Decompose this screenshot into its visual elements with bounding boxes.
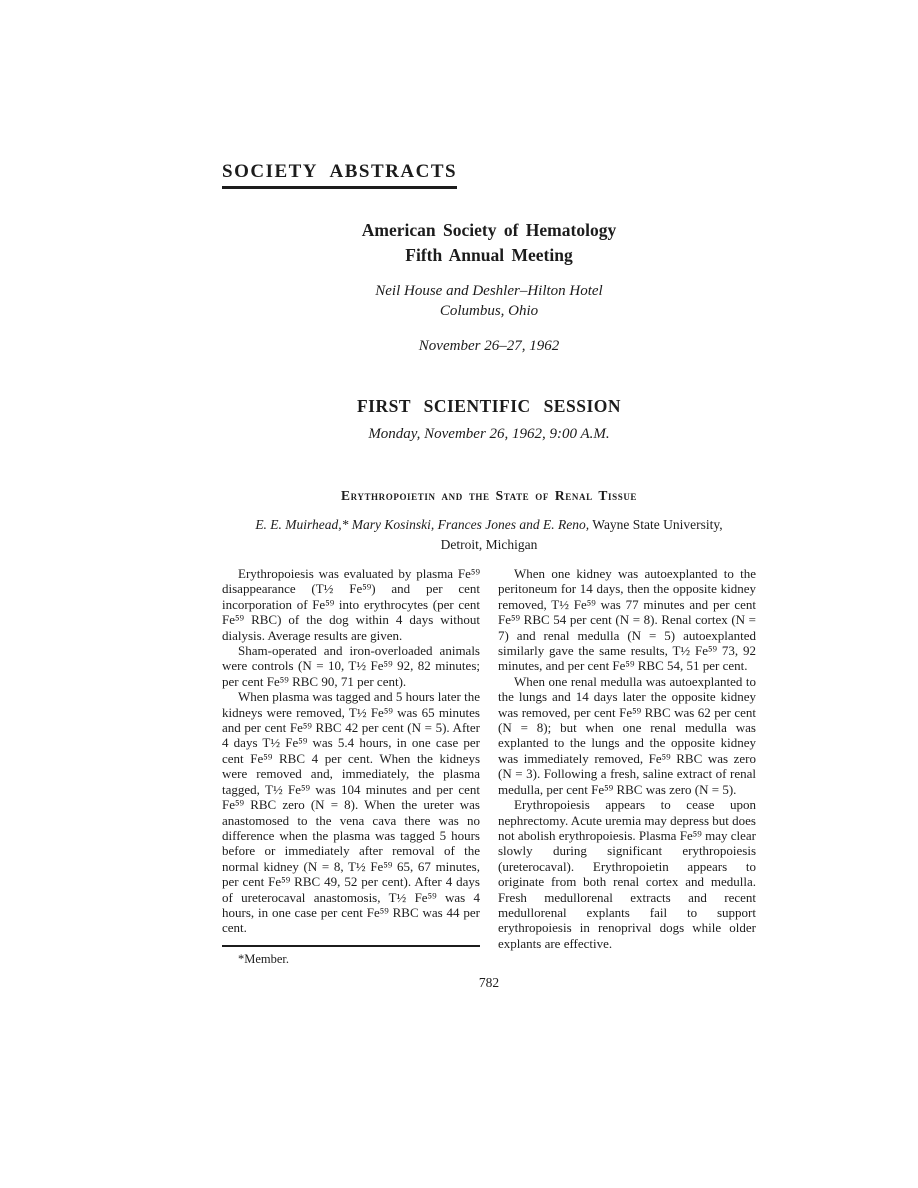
page-number: 782: [478, 975, 500, 991]
author-names: E. E. Muirhead,* Mary Kosinski, Frances Jones and E. Reno,: [255, 517, 590, 532]
meeting-dates: November 26–27, 1962: [418, 338, 560, 354]
affiliation-part1: Wayne State University,: [592, 517, 723, 532]
paragraph: When one renal medulla was autoexplanted to the lungs and 14 days later the opposite kidney was removed, per cent Fe⁵⁹ RBC was 62 per cent (N = 8); but when one renal medulla was explanted to the lungs and the opposite kidney was immediately removed, Fe⁵⁹ RBC was zero (N = 3). Following a fresh, saline extract of renal medulla, per cent Fe⁵⁹ RBC was zero (N = 5).: [498, 673, 756, 797]
footnote-divider: [222, 945, 480, 947]
meeting-title: [222, 218, 756, 268]
paragraph: Sham-operated and iron-overloaded animals were controls (N = 10, T½ Fe⁵⁹ 92, 82 minutes; per cent Fe⁵⁹ RBC 90, 71 per cent).: [222, 643, 480, 689]
right-column: [498, 566, 756, 967]
venue-line2: Columbus, Ohio: [439, 303, 539, 319]
meeting-venue: [222, 281, 756, 321]
affiliation-part2: Detroit, Michigan: [440, 537, 538, 552]
paragraph: When one kidney was autoexplanted to the peritoneum for 14 days, then the opposite kidney removed, T½ Fe⁵⁹ was 77 minutes and per cent Fe⁵⁹ RBC 54 per cent (N = 8). Renal cortex (N = 7) and renal medulla (N = 5) autoexplanted similarly gave the same results, T½ Fe⁵⁹ 73, 92 minutes, and per cent Fe⁵⁹ RBC 54, 51 per cent.: [498, 566, 756, 674]
left-column: [222, 566, 480, 967]
page-content: [222, 161, 756, 991]
paragraph: When plasma was tagged and 5 hours later the kidneys were removed, T½ Fe⁵⁹ was 65 minutes and per cent Fe⁵⁹ RBC 42 per cent (N = 5). After 4 days T½ Fe⁵⁹ was 5.4 hours, in one case per cent Fe⁵⁹ RBC 4 per cent. When the kidneys were removed and, immediately, the plasma tagged, T½ Fe⁵⁹ was 104 minutes and per cent Fe⁵⁹ RBC zero (N = 8). When the ureter was anastomosed to the vena cava there was no difference when the plasma was tagged 5 hours before or immediately after removal of the normal kidney (N = 8, T½ Fe⁵⁹ 65, 67 minutes, per cent Fe⁵⁹ RBC 49, 52 per cent). After 4 days of ureterocaval anastomosis, T½ Fe⁵⁹ was 4 hours, in one case per cent Fe⁵⁹ RBC was 44 per cent.: [222, 689, 480, 936]
abstract-title: Erythropoietin and the State of Renal Tissue: [340, 488, 638, 503]
meeting-title-line2: Fifth Annual Meeting: [405, 245, 573, 265]
session-datetime: Monday, November 26, 1962, 9:00 A.M.: [368, 426, 610, 442]
meeting-title-line1: American Society of Hematology: [361, 220, 617, 240]
venue-line1: Neil House and Deshler–Hilton Hotel: [375, 283, 603, 299]
paragraph: Erythropoiesis was evaluated by plasma Fe⁵⁹ disappearance (T½ Fe⁵⁹) and per cent incorporation of Fe⁵⁹ into erythrocytes (per cent Fe⁵⁹ RBC) of the dog within 4 days without dialysis. Average results are given.: [222, 566, 480, 643]
paragraph: Erythropoiesis appears to cease upon nephrectomy. Acute uremia may depress but does not abolish erythropoiesis. Plasma Fe⁵⁹ may clear slowly during significant erythropoiesis (ureterocaval). Erythropoietin appears to originate from both renal cortex and medulla. Fresh medullorenal extracts and recent medullorenal explants fail to support erythropoiesis in renoprival dogs while older explants are effective.: [498, 797, 756, 951]
section-label: SOCIETY ABSTRACTS: [222, 161, 457, 189]
member-footnote: *Member.: [238, 951, 290, 966]
abstract-body: [222, 566, 756, 967]
abstract-authors: [222, 515, 756, 555]
session-title: FIRST SCIENTIFIC SESSION: [356, 396, 622, 416]
